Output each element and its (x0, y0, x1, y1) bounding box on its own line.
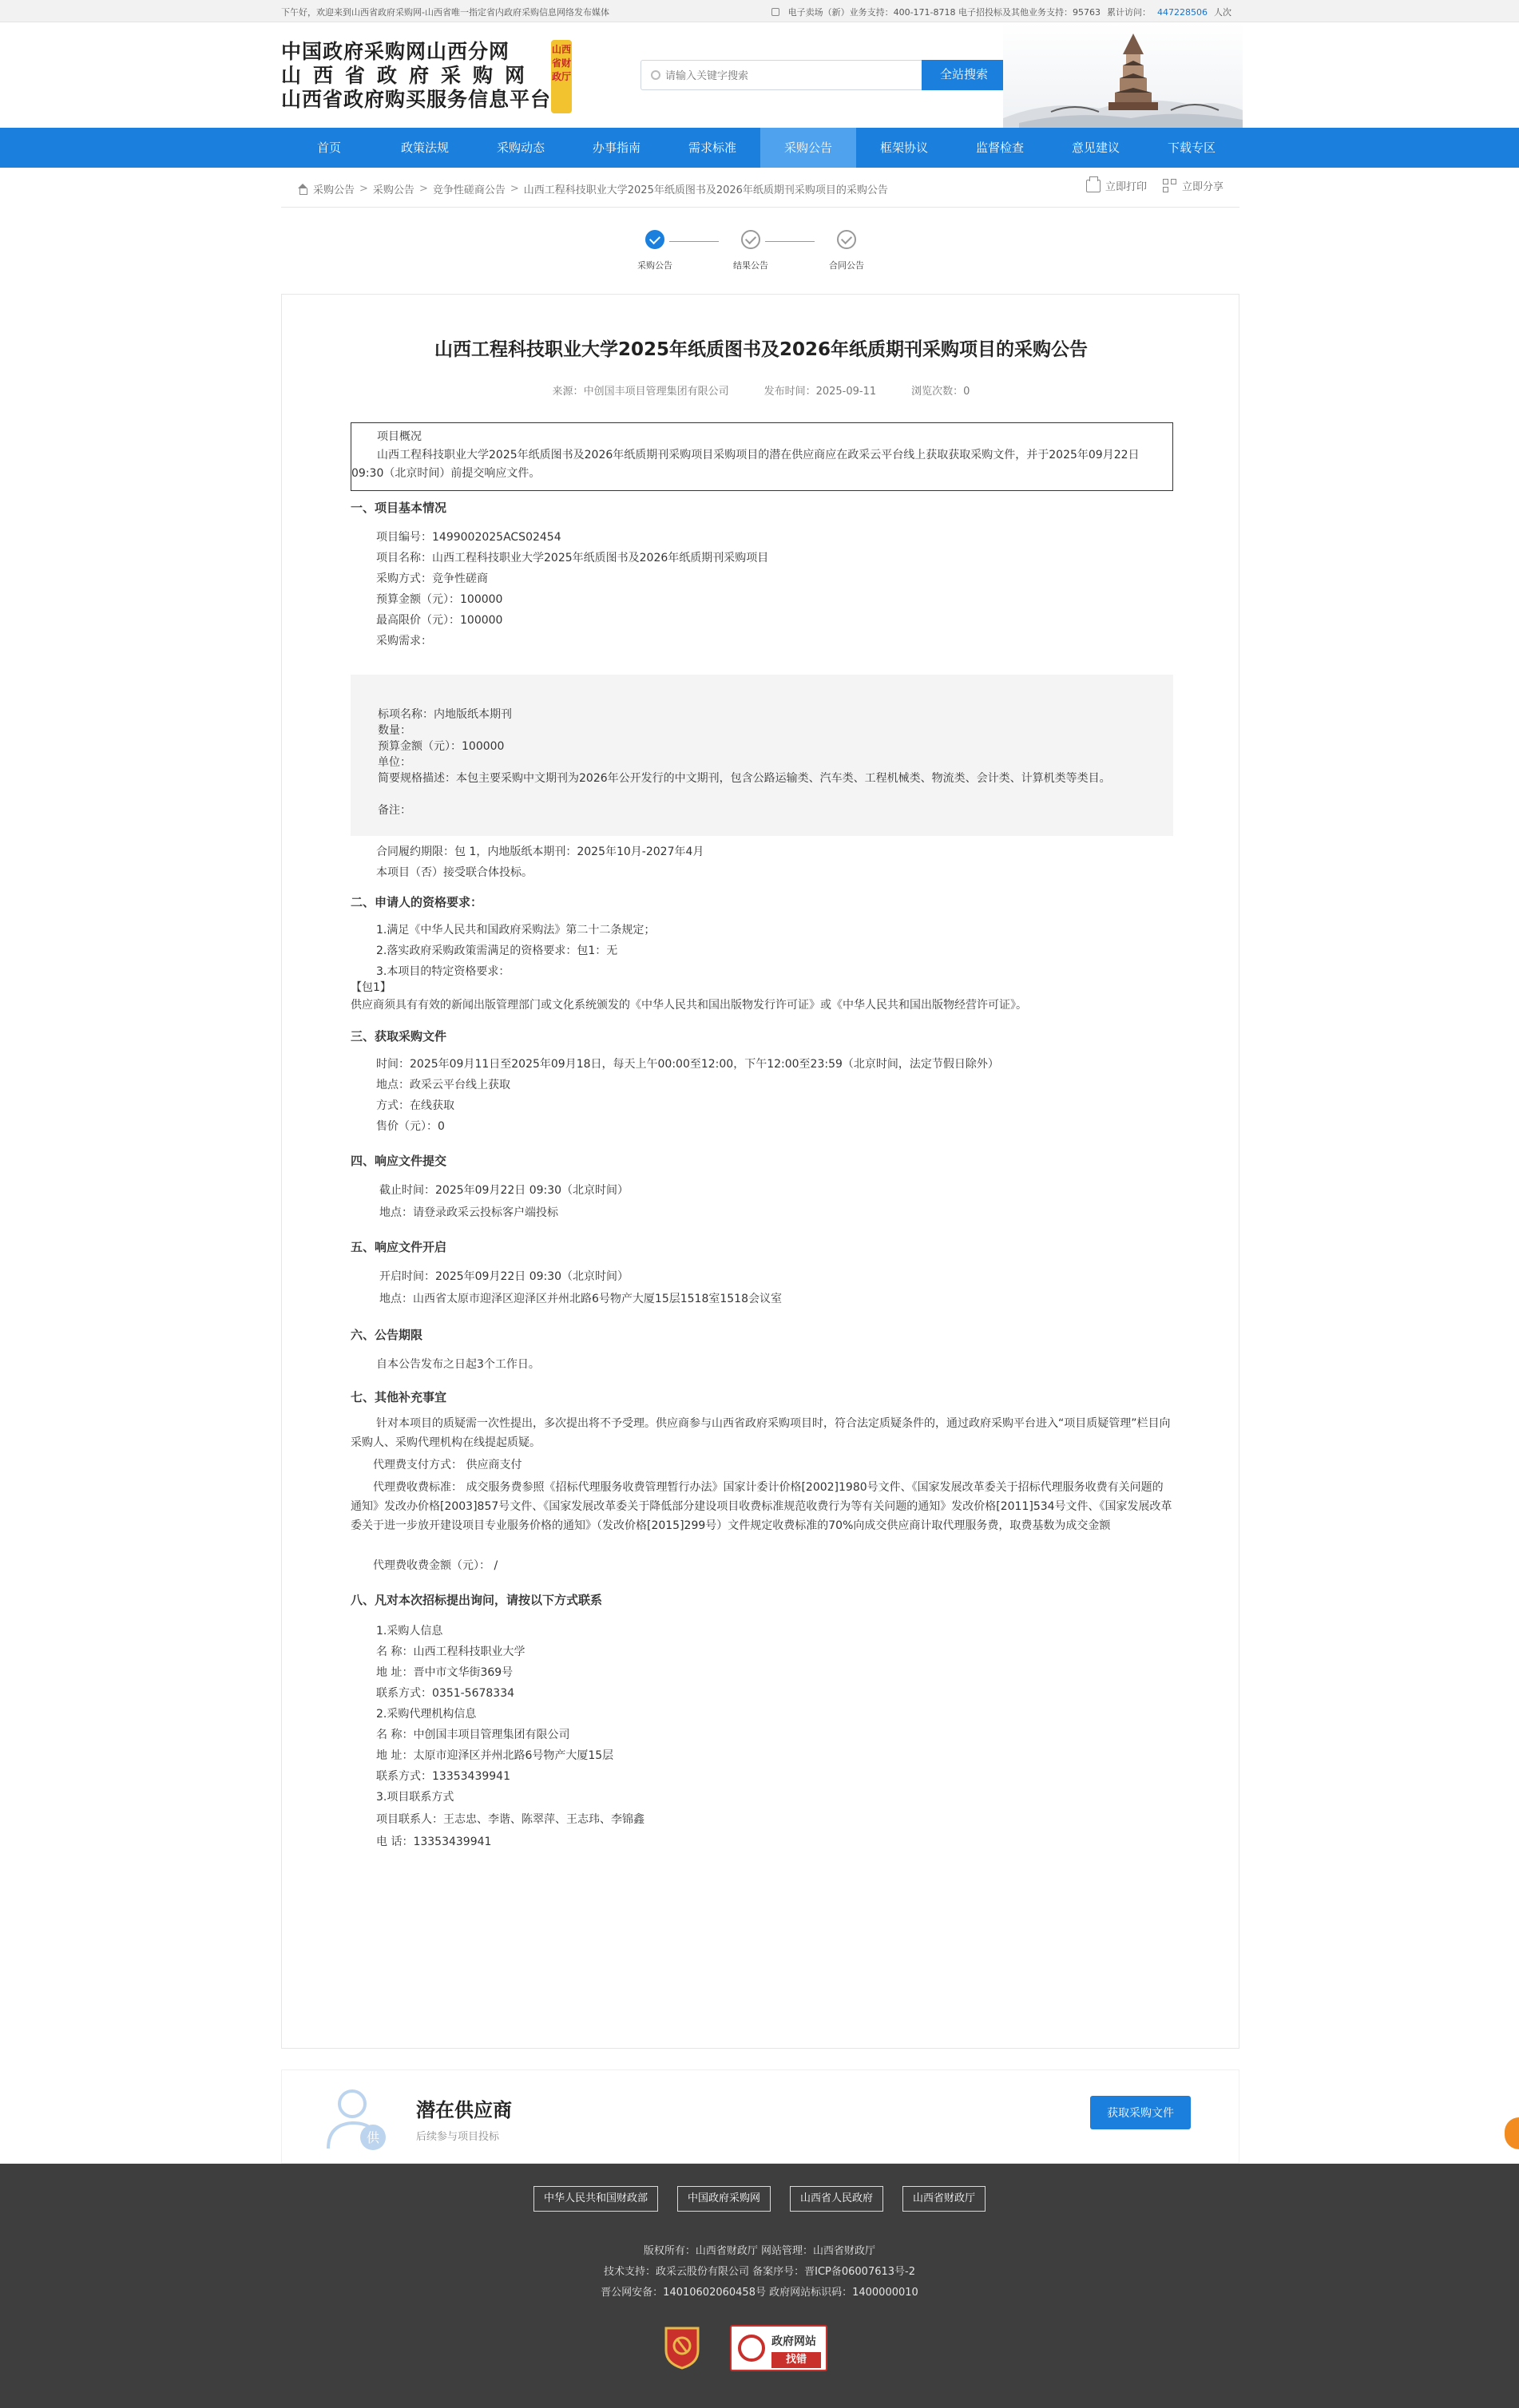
text-line: 3.项目联系方式 (376, 1791, 454, 1804)
gov-website-error-report-badge[interactable] (730, 2325, 827, 2371)
section-title: 八、凡对本次招标提出询问，请按以下方式联系 (351, 1593, 603, 1607)
top-bar (0, 0, 1519, 22)
date-value: 2025-09-11 (815, 386, 877, 398)
text-line: 售价（元）：0 (376, 1120, 445, 1133)
print-label: 立即打印 (1105, 181, 1147, 193)
print-button[interactable] (1086, 178, 1147, 193)
step-check-icon (645, 230, 664, 249)
nav-item[interactable]: 首页 (316, 141, 341, 155)
nav-item[interactable]: 办事指南 (592, 141, 641, 155)
text-line: 截止时间：2025年09月22日 09:30（北京时间） (379, 1184, 629, 1197)
footer-link[interactable]: 山西省人民政府 (790, 2186, 883, 2212)
pagoda-banner-image (1003, 22, 1243, 128)
section-title: 七、其他补充事宜 (351, 1390, 447, 1404)
text-line: 项目联系人：王志忠、李谐、陈翠萍、王志玮、李锦鑫 (376, 1813, 644, 1826)
breadcrumb (297, 181, 888, 196)
step-label: 结果公告 (733, 260, 768, 271)
floating-side-widget[interactable] (1505, 2117, 1519, 2149)
overview-body: 山西工程科技职业大学2025年纸质图书及2026年纸质期刊采购项目采购项目的潜在供应商应在政采云平台线上获取获取采购文件，并于2025年09月22日 09:30（北京时间）前提交响应文件。 (351, 449, 1140, 480)
footer-link[interactable]: 中华人民共和国财政部 (533, 2186, 658, 2212)
qr-share-icon (1163, 179, 1177, 193)
views-label: 浏览次数： (911, 386, 964, 398)
text-line: 地点：政采云平台线上获取 (376, 1079, 510, 1091)
text-line: 1.满足《中华人民共和国政府采购法》第二十二条规定； (376, 924, 656, 937)
home-icon[interactable] (297, 184, 308, 194)
date-label: 发布时间： (763, 386, 816, 398)
badge-title: 政府网站 (771, 2335, 816, 2348)
site-logo[interactable] (281, 40, 551, 112)
text-line: 代理费收费金额（元）： / (373, 1559, 498, 1572)
text-line: 2.落实政府采购政策需满足的资格要求：包1：无 (376, 945, 618, 957)
section-title: 三、获取采购文件 (351, 1029, 447, 1044)
main-nav (0, 128, 1519, 168)
requirement-box (351, 675, 1173, 836)
site-header (0, 22, 1519, 128)
breadcrumb-item[interactable]: 采购公告 (313, 184, 355, 196)
nav-item[interactable]: 采购公告 (760, 128, 856, 168)
text-line: 标项名称：内地版纸本期刊 (378, 708, 512, 721)
support-text: 电子卖场（新）业务支持：400-171-8718 电子招投标及其他业务支持：95763 (787, 7, 1101, 18)
nav-item[interactable]: 框架协议 (879, 141, 928, 155)
nav-item[interactable]: 下载专区 (1167, 141, 1216, 155)
step-procurement-notice[interactable] (631, 230, 679, 271)
share-label: 立即分享 (1181, 181, 1224, 193)
visits-unit: 人次 (1214, 7, 1231, 18)
get-procurement-docs-button[interactable]: 获取采购文件 (1090, 2096, 1191, 2129)
nav-item[interactable]: 意见建议 (1071, 141, 1120, 155)
magnifier-icon (738, 2335, 765, 2362)
text-line: 采购方式：竞争性磋商 (376, 572, 488, 585)
breadcrumb-separator: > (359, 183, 368, 195)
text-line: 预算金额（元）：100000 (378, 740, 505, 753)
footer-security: 晋公网安备：14010602060458号 政府网站标识码：1400000010 (601, 2287, 918, 2299)
text-line: 地 址：晋中市文华街369号 (376, 1666, 514, 1679)
text-line: 2.采购代理机构信息 (376, 1708, 477, 1721)
step-result-notice[interactable] (727, 230, 775, 271)
step-check-icon (837, 230, 856, 249)
phone-icon (771, 8, 779, 16)
top-bar-right (771, 6, 1231, 18)
spec-description: 简要规格描述：本包主要采购中文期刊为2026年公开发行的中文期刊，包含公路运输类、汽车类、工程机械类、物流类、会计类、计算机类等类目。 (378, 772, 1111, 785)
logo-seal: 山西省财政厅 (551, 40, 572, 113)
breadcrumb-current: 山西工程科技职业大学2025年纸质图书及2026年纸质期刊采购项目的采购公告 (523, 184, 888, 196)
text-paragraph: 针对本项目的质疑需一次性提出，多次提出将不予受理。供应商参与山西省政府采购项目时，符合法定质疑条件的，通过政府采购平台进入“项目质疑管理”栏目向采购人、采购代理机构在线提起质疑。 (351, 1417, 1171, 1449)
source-value: 中创国丰项目管理集团有限公司 (583, 386, 729, 398)
footer-link[interactable]: 中国政府采购网 (677, 2186, 771, 2212)
footer-links (0, 2186, 1519, 2212)
step-label: 合同公告 (829, 260, 864, 271)
project-overview-box (351, 422, 1173, 491)
footer-link[interactable]: 山西省财政厅 (902, 2186, 986, 2212)
text-line: 名 称：山西工程科技职业大学 (376, 1646, 526, 1658)
source-meta (553, 382, 729, 398)
party-emblem-icon[interactable] (663, 2323, 701, 2370)
views-meta (911, 382, 970, 398)
step-contract-notice[interactable] (823, 230, 871, 271)
text-line: 电 话：13353439941 (376, 1836, 492, 1848)
main-nav-items (281, 128, 1239, 168)
breadcrumb-separator: > (510, 183, 519, 195)
date-meta (764, 382, 877, 398)
text-line: 联系方式：0351-5678334 (376, 1687, 515, 1700)
search-icon (651, 70, 660, 80)
badge-subtitle: 找错 (771, 2352, 821, 2368)
text-line: 项目编号：1499002025ACS02454 (376, 531, 561, 544)
logo-line-2: 山西省政府采购网 (281, 64, 537, 87)
notice-meta (282, 382, 1240, 398)
text-line: 1.采购人信息 (376, 1625, 443, 1638)
text-line: 最高限价（元）：100000 (376, 614, 503, 627)
nav-item[interactable]: 需求标准 (688, 141, 736, 155)
nav-item[interactable]: 监督检查 (975, 141, 1024, 155)
notice-panel (281, 294, 1239, 2049)
share-button[interactable] (1163, 178, 1224, 193)
text-line: 数量： (378, 724, 411, 737)
source-label: 来源： (552, 386, 584, 398)
printer-icon (1086, 180, 1101, 192)
search-button[interactable]: 全站搜索 (922, 60, 1006, 90)
text-line: 开启时间：2025年09月22日 09:30（北京时间） (379, 1270, 629, 1283)
breadcrumb-item[interactable]: 竞争性磋商公告 (432, 184, 506, 196)
step-connector (669, 241, 719, 242)
text-line: 地点：山西省太原市迎泽区迎泽区并州北路6号物产大厦15层1518室1518会议室 (379, 1293, 782, 1305)
text-line: 项目名称：山西工程科技职业大学2025年纸质图书及2026年纸质期刊采购项目 (376, 552, 769, 564)
step-connector (765, 241, 815, 242)
text-line: 地点：请登录政采云投标客户端投标 (379, 1206, 558, 1219)
section-title: 六、公告期限 (351, 1328, 423, 1342)
text-line: 名 称：中创国丰项目管理集团有限公司 (376, 1729, 570, 1741)
views-value: 0 (963, 386, 970, 398)
breadcrumb-separator: > (418, 183, 428, 195)
supplier-icon-char: 供 (366, 2130, 380, 2145)
logo-line-1: 中国政府采购网山西分网 (281, 40, 510, 63)
notice-progress-steps (631, 230, 886, 281)
visits-value: 447228506 (1157, 6, 1208, 18)
text-line: 供应商须具有有效的新闻出版管理部门或文化系统颁发的《中华人民共和国出版物发行许可证》或《中华人民共和国出版物经营许可证》。 (351, 999, 1027, 1012)
text-line: 方式：在线获取 (376, 1099, 454, 1112)
text-line: 单位： (378, 756, 411, 769)
section-title: 五、响应文件开启 (351, 1240, 447, 1254)
page-tools (1086, 178, 1224, 193)
text-paragraph: 代理费收费标准： 成交服务费参照《招标代理服务收费管理暂行办法》国家计委计价格[2002]1980号文件、《国家发展改革委关于招标代理服务收费有关问题的通知》发改办价格[2003]857号文件、《国家发展改革委关于降低部分建设项目收费标准规范收费行为等有关问题的通知》发改价格[2011]534号文件、《国家发展改革委关于进一步放开建设项目专业服务价格的通知》（发改价格[2015]299号）文件规定收费标准的70%向成交供应商计取代理服务费，取费基数为成交金额 (351, 1481, 1172, 1532)
potential-supplier-bar (281, 2069, 1239, 2164)
section-title: 四、响应文件提交 (351, 1154, 447, 1168)
notice-title: 山西工程科技职业大学2025年纸质图书及2026年纸质期刊采购项目的采购公告 (434, 339, 1089, 360)
search-input[interactable] (665, 67, 905, 83)
text-line: 【包1】 (351, 981, 391, 994)
footer-tech-support: 技术支持：政采云股份有限公司 备案序号：晋ICP备06007613号-2 (603, 2266, 915, 2278)
text-line: 联系方式：13353439941 (376, 1770, 510, 1783)
section-title: 二、申请人的资格要求： (351, 895, 483, 909)
text-line: 备注： (378, 804, 411, 817)
breadcrumb-bar (281, 168, 1239, 208)
text-line: 采购需求： (376, 635, 432, 648)
text-line: 代理费支付方式： 供应商支付 (373, 1459, 522, 1471)
section-title: 一、项目基本情况 (351, 501, 447, 515)
text-line: 预算金额（元）：100000 (376, 593, 503, 606)
text-line: 合同履约期限：包 1，内地版纸本期刊：2025年10月-2027年4月 (376, 846, 704, 858)
footer-copyright: 版权所有：山西省财政厅 网站管理：山西省财政厅 (643, 2245, 876, 2257)
nav-item[interactable]: 采购动态 (496, 141, 545, 155)
supplier-subtitle: 后续参与项目投标 (416, 2131, 500, 2143)
text-line: 时间：2025年09月11日至2025年09月18日，每天上午00:00至12:00，下午12:00至23:59（北京时间，法定节假日除外） (376, 1058, 999, 1071)
text-line: 3.本项目的特定资格要求： (376, 965, 510, 978)
search-box (641, 60, 922, 90)
text-line: 本项目（否）接受联合体投标。 (376, 866, 533, 879)
supplier-title: 潜在供应商 (416, 2099, 512, 2121)
nav-item[interactable]: 政策法规 (400, 141, 449, 155)
logo-line-3: 山西省政府购买服务信息平台 (281, 88, 552, 111)
breadcrumb-item[interactable]: 采购公告 (372, 184, 414, 196)
step-check-icon (741, 230, 760, 249)
text-line: 地 址：太原市迎泽区并州北路6号物产大厦15层 (376, 1749, 614, 1762)
step-label: 采购公告 (637, 260, 672, 271)
overview-title: 项目概况 (377, 430, 422, 443)
visits-label: 累计访问： (1107, 7, 1151, 18)
supplier-user-icon (322, 2085, 394, 2153)
welcome-text: 下午好，欢迎来到山西省政府采购网-山西省唯一指定省内政府采购信息网络发布媒体 (281, 7, 609, 18)
site-footer (0, 2164, 1519, 2408)
text-line: 自本公告发布之日起3个工作日。 (376, 1358, 540, 1371)
